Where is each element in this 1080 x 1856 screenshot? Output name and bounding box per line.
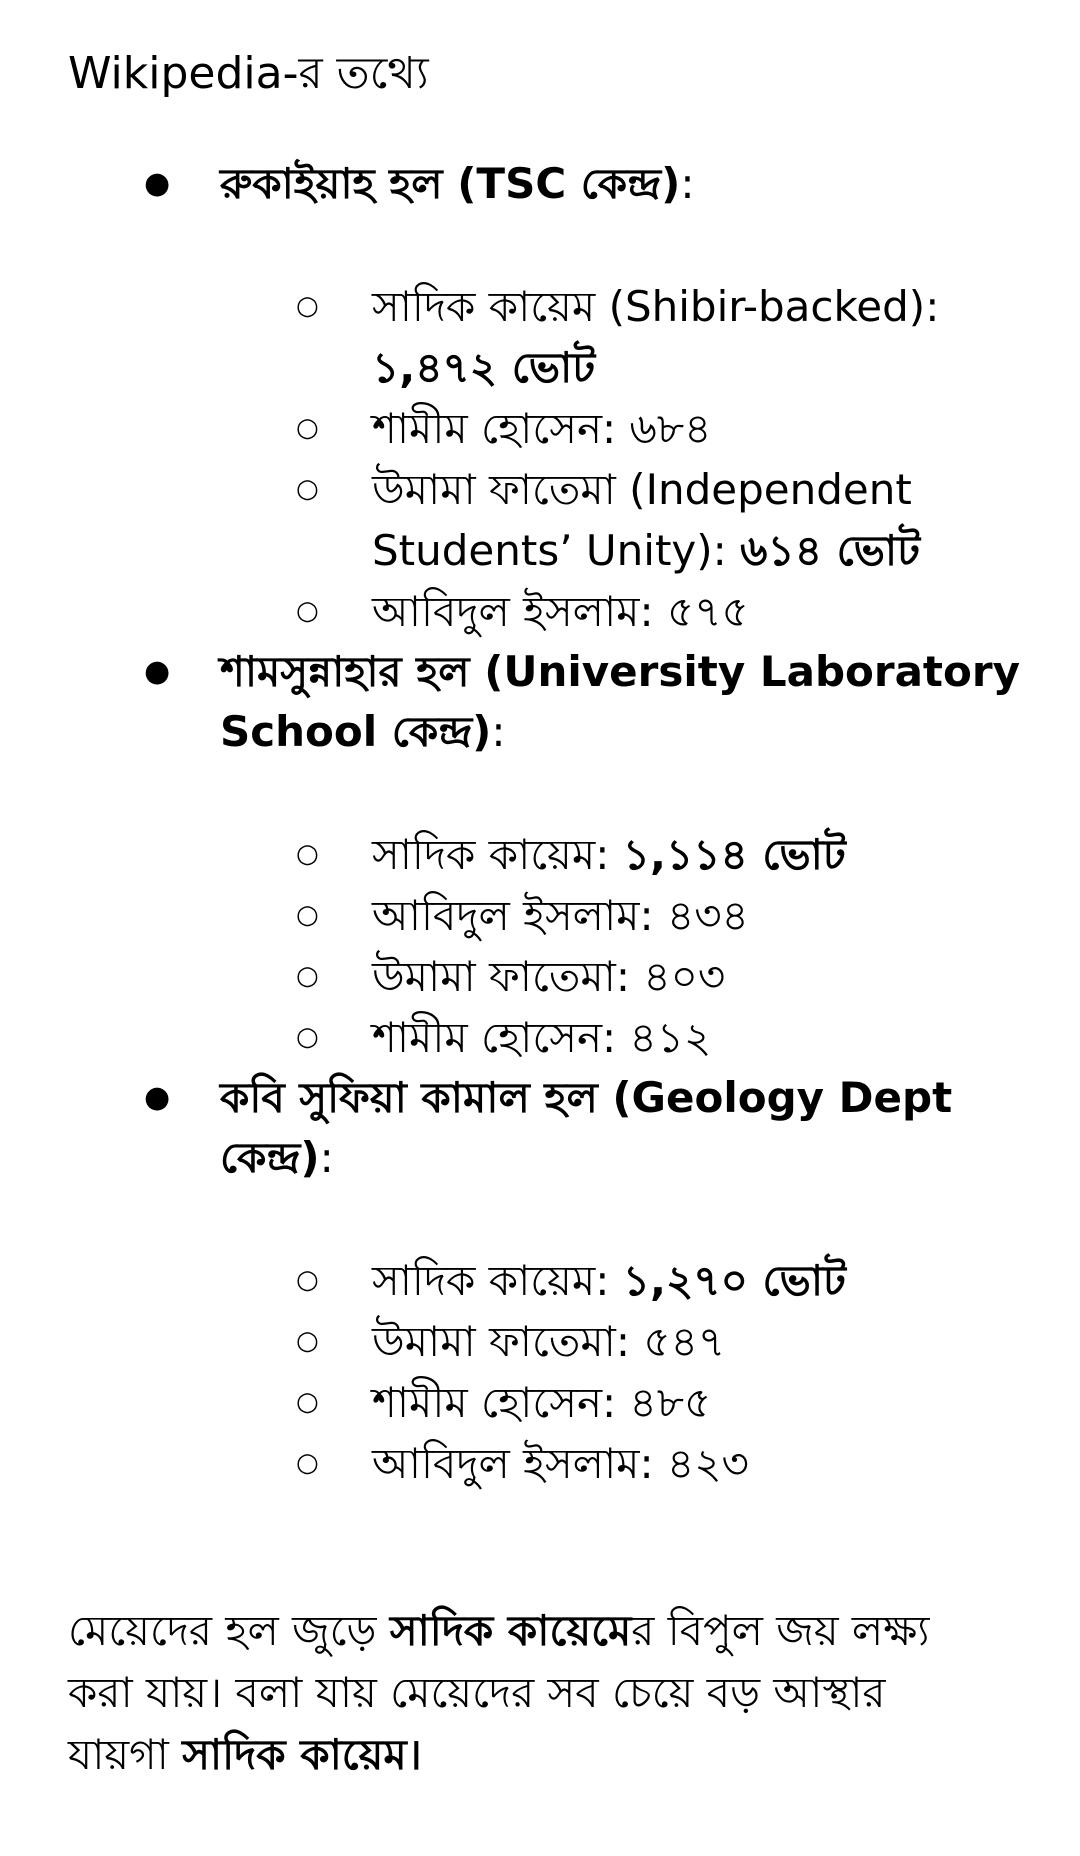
- candidate-name: সাদিক কায়েম (Shibir-backed):: [372, 282, 940, 331]
- candidate-item: [68, 824, 1040, 885]
- circle-bullet-icon: ○: [296, 291, 319, 321]
- summary-text: মেয়েদের হল জুড়ে: [68, 1606, 390, 1655]
- candidate-list: [220, 824, 1018, 1068]
- circle-bullet-icon: ○: [296, 839, 319, 869]
- candidate-votes: ৬১৪ ভোট: [740, 526, 920, 575]
- hall-item: [68, 1068, 1018, 1494]
- summary-emphasis: সাদিক কায়েমে: [389, 1606, 632, 1655]
- candidate-votes: ৪০৩: [643, 952, 726, 1001]
- candidate-name: আবিদুল ইসলাম:: [372, 891, 667, 940]
- summary-paragraph: [68, 1600, 968, 1786]
- candidate-item: [68, 398, 1040, 459]
- circle-bullet-icon: ○: [296, 596, 319, 626]
- candidate-name: সাদিক কায়েম:: [372, 830, 623, 879]
- summary-text: র বিপুল জয় লক্ষ্য করা যায়। বলা যায় মেয়েদের সব চেয়ে বড় আস্থার যায়গা: [68, 1606, 930, 1779]
- circle-bullet-icon: ○: [296, 1265, 319, 1295]
- hall-item: [68, 642, 1018, 1068]
- bullet-icon: ●: [144, 1080, 171, 1115]
- hall-item: [68, 154, 1018, 642]
- circle-bullet-icon: ○: [296, 413, 319, 443]
- circle-bullet-icon: ○: [296, 474, 319, 504]
- candidate-name: আবিদুল ইসলাম:: [372, 1439, 667, 1488]
- hall-list: [68, 154, 1018, 1494]
- candidate-votes: ৪৩৪: [666, 891, 749, 940]
- candidate-name: উমামা ফাতেমা:: [372, 952, 644, 1001]
- circle-bullet-icon: ○: [296, 900, 319, 930]
- candidate-list: [220, 1250, 1018, 1494]
- candidate-votes: ৪১২: [629, 1013, 712, 1062]
- hall-name: রুকাইয়াহ হল (TSC কেন্দ্র): [220, 159, 681, 208]
- summary-emphasis: সাদিক কায়েম।: [182, 1730, 422, 1779]
- hall-title: [220, 154, 1020, 214]
- candidate-name: শামীম হোসেন:: [372, 1378, 630, 1427]
- circle-bullet-icon: ○: [296, 1022, 319, 1052]
- circle-bullet-icon: ○: [296, 1448, 319, 1478]
- candidate-votes: ১,১১৪ ভোট: [622, 830, 846, 879]
- candidate-item: [68, 1311, 1040, 1372]
- hall-title: [220, 642, 1020, 762]
- candidate-votes: ৬৮৪: [629, 404, 712, 453]
- candidate-item: [68, 1250, 1040, 1311]
- candidate-list: [220, 276, 1018, 642]
- circle-bullet-icon: ○: [296, 961, 319, 991]
- hall-title-suffix: :: [491, 707, 506, 756]
- hall-title-suffix: :: [680, 159, 695, 208]
- hall-name: কবি সুফিয়া কামাল হল (Geology Dept কেন্দ্র): [220, 1073, 953, 1182]
- bullet-icon: ●: [144, 654, 171, 689]
- candidate-item: [68, 1433, 1040, 1494]
- candidate-item: [68, 885, 1040, 946]
- hall-name: শামসুন্নাহার হল (University Laboratory School কেন্দ্র): [220, 647, 1020, 756]
- candidate-name: আবিদুল ইসলাম:: [372, 587, 667, 636]
- candidate-votes: ১,২৭০ ভোট: [622, 1256, 846, 1305]
- candidate-name: উমামা ফাতেমা:: [372, 1317, 644, 1366]
- candidate-item: [68, 276, 1040, 398]
- candidate-item: [68, 1007, 1040, 1068]
- bullet-icon: ●: [144, 166, 171, 201]
- candidate-name: শামীম হোসেন:: [372, 404, 630, 453]
- candidate-name: সাদিক কায়েম:: [372, 1256, 623, 1305]
- candidate-name: শামীম হোসেন:: [372, 1013, 630, 1062]
- circle-bullet-icon: ○: [296, 1387, 319, 1417]
- candidate-votes: ৫৪৭: [643, 1317, 726, 1366]
- candidate-name: উমামা ফাতেমা (Independent Students’ Unity):: [372, 465, 912, 575]
- candidate-votes: ৪৮৫: [629, 1378, 712, 1427]
- source-line: Wikipedia-র তথ্যে: [68, 48, 429, 99]
- candidate-item: [68, 459, 1040, 581]
- hall-title: [220, 1068, 1020, 1188]
- document-body: [68, 44, 1018, 1786]
- candidate-item: [68, 581, 1040, 642]
- candidate-votes: ১,৪৭২ ভোট: [372, 343, 596, 392]
- hall-title-suffix: :: [319, 1133, 334, 1182]
- candidate-votes: ৪২৩: [666, 1439, 749, 1488]
- candidate-item: [68, 946, 1040, 1007]
- circle-bullet-icon: ○: [296, 1326, 319, 1356]
- candidate-item: [68, 1372, 1040, 1433]
- candidate-votes: ৫৭৫: [666, 587, 749, 636]
